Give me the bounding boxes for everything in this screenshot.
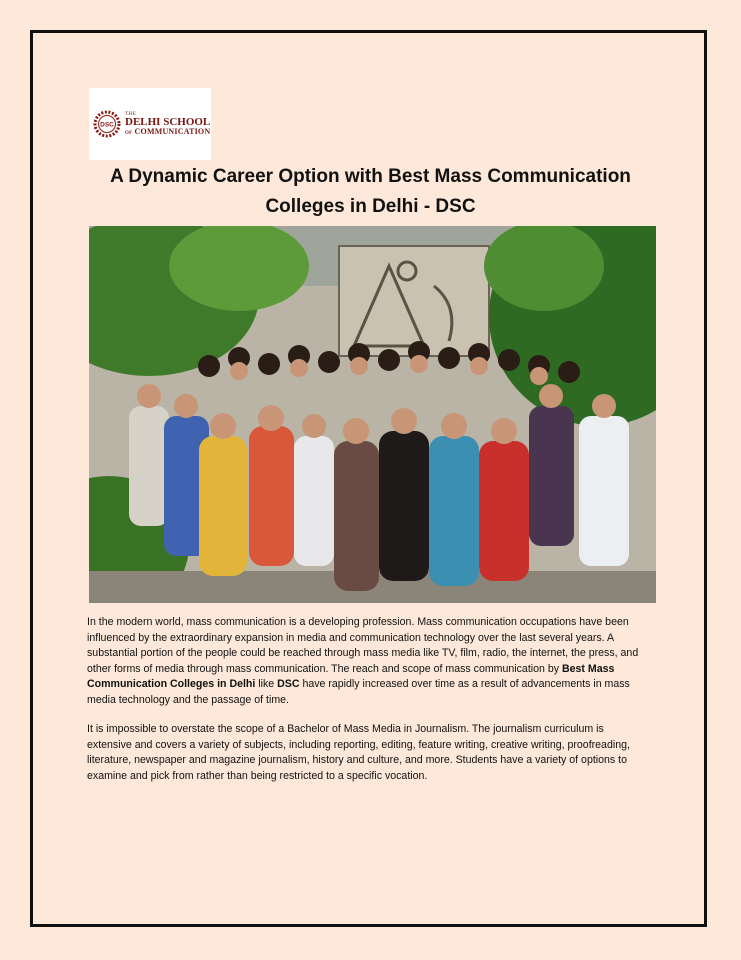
title-line1: A Dynamic Career Option with Best Mass Communication	[110, 166, 631, 187]
dsc-logo	[89, 88, 211, 160]
p1-text-c: have rapidly increased over time as a result of advancements in mass media technology and the passage of time.	[87, 678, 630, 706]
logo-line1: DELHI SCHOOL	[125, 116, 211, 128]
logo-the: THE	[125, 112, 137, 117]
logo-line2-text: COMMUNICATION	[134, 127, 211, 136]
paragraph-2: It is impossible to overstate the scope of a Bachelor of Mass Media in Journalism. The journalism curriculum is extensive and covers a variety of subjects, including reporting, editing, feature writing, creative writing, proofreading, literature, newspaper and magazine journalism, history and culture, and more. Students have a variety of options to examine and pick from rather than being restricted to a specific vocation.	[87, 723, 630, 782]
photo-mural	[339, 246, 489, 356]
page-title	[60, 162, 681, 222]
p1-bold-1: Best Mass Communication Colleges in Delhi	[87, 662, 615, 690]
logo-emblem-text: DSC	[100, 121, 114, 129]
paragraph-1	[87, 615, 647, 708]
logo-emblem-icon	[93, 110, 121, 138]
logo-of: OF	[125, 131, 133, 136]
title-line2: Colleges in Delhi - DSC	[265, 196, 476, 217]
logo-line2	[125, 128, 210, 136]
p1-text-b: like	[255, 678, 278, 690]
p1-text-a: In the modern world, mass communication is a developing profession. Mass communication occupations have been influenced by the extraordinary expansion in media and communication technology over the last several years. A substantial portion of the people could be reached through mass media like TV, film, radio, the internet, the press, and other forms of media through mass communication. The reach and scope of mass communication by	[87, 616, 639, 675]
group-photo	[89, 226, 656, 603]
p1-bold-2: DSC	[277, 678, 300, 690]
group-photo-illustration	[89, 226, 656, 603]
article-body	[87, 615, 647, 798]
